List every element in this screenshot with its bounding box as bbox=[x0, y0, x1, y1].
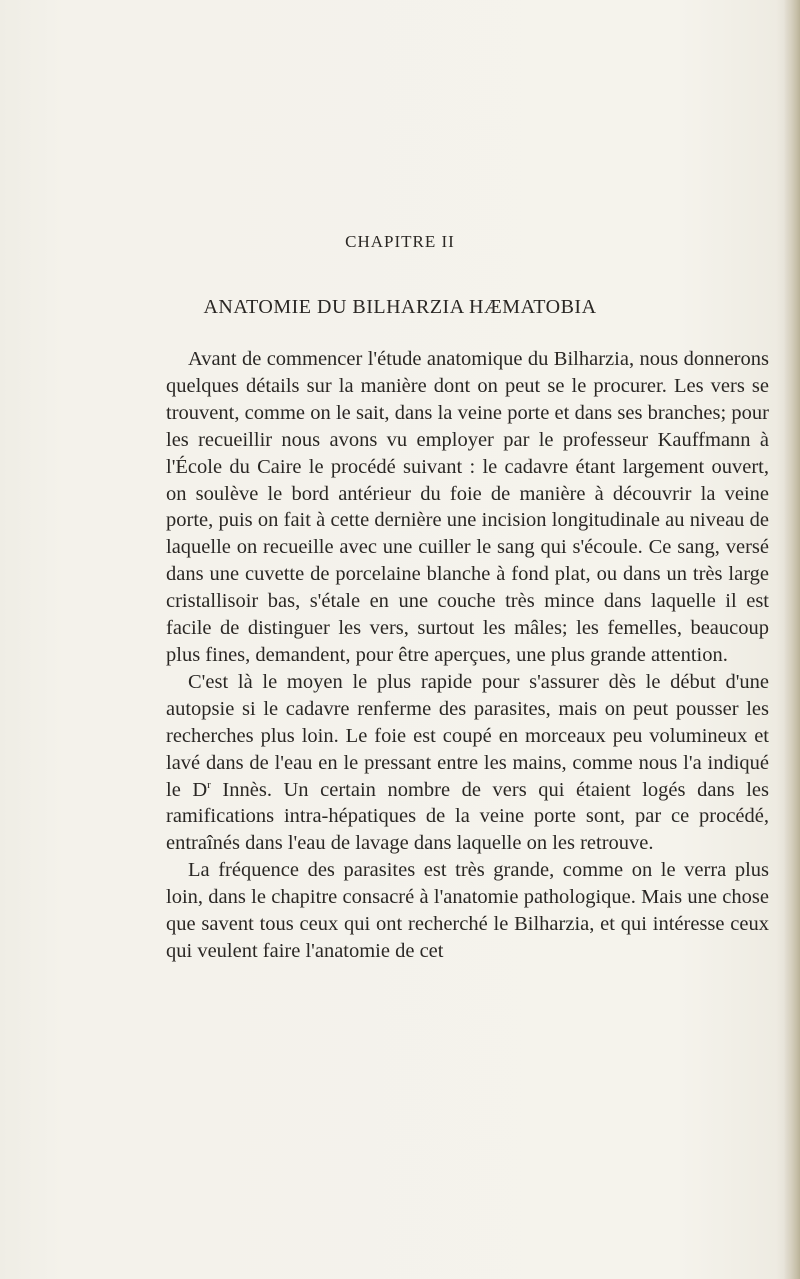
paragraph-1: Avant de commencer l'étude anatomique du Bilharzia, nous donnerons quelques détails sur la manière dont on peut se le procurer. Les vers se trouvent, comme on le sait, dans la veine porte et dans ses branches; pour les recueillir nous avons vu employer par le professeur Kauffmann à l'École du Caire le procédé suivant : le cadavre étant largement ouvert, on soulève le bord antérieur du foie de manière à découvrir la veine porte, puis on fait à cette dernière une incision longitudinale au niveau de laquelle on recueille avec une cuiller le sang qui s'écoule. Ce sang, versé dans une cuvette de porcelaine blanche à fond plat, ou dans un très large cristallisoir bas, s'étale en une couche très mince dans laquelle il est facile de distinguer les vers, surtout les mâles; les femelles, beaucoup plus fines, demandent, pour être aperçues, une plus grande attention. bbox=[166, 348, 769, 666]
paragraph-2-start: C'est là le moyen le plus rapide pour s'assurer dès le début d'une autopsie si le cadavre renferme des parasites, mais on peut pousser les recherches plus loin. Le foie est coupé en morceaux peu volumineux et lavé dans de l'eau en le pressant entre les mains, comme nous l'a indiqué le D bbox=[166, 670, 769, 801]
paragraph-2 bbox=[166, 669, 769, 857]
chapter-heading: CHAPITRE II bbox=[345, 232, 455, 251]
paragraph-3: La fréquence des parasites est très grande, comme on le verra plus loin, dans le chapitre consacré à l'anatomie pathologique. Mais une chose que savent tous ceux qui ont recherché le Bilharzia, et qui intéresse ceux qui veulent faire l'anatomie de cet bbox=[166, 859, 769, 962]
doctor-abbreviation-superscript: r bbox=[207, 778, 211, 791]
section-title: ANATOMIE DU BILHARZIA HÆMATOBIA bbox=[203, 296, 597, 318]
body-text bbox=[166, 346, 769, 965]
page-edge-shadow bbox=[784, 0, 800, 1279]
paragraph-2-end: Innès. Un certain nombre de vers qui étaient logés dans les ramifications intra-hépatiques de la veine porte sont, par ce procédé, entraînés dans l'eau de lavage dans laquelle on les retrouve. bbox=[166, 778, 769, 855]
